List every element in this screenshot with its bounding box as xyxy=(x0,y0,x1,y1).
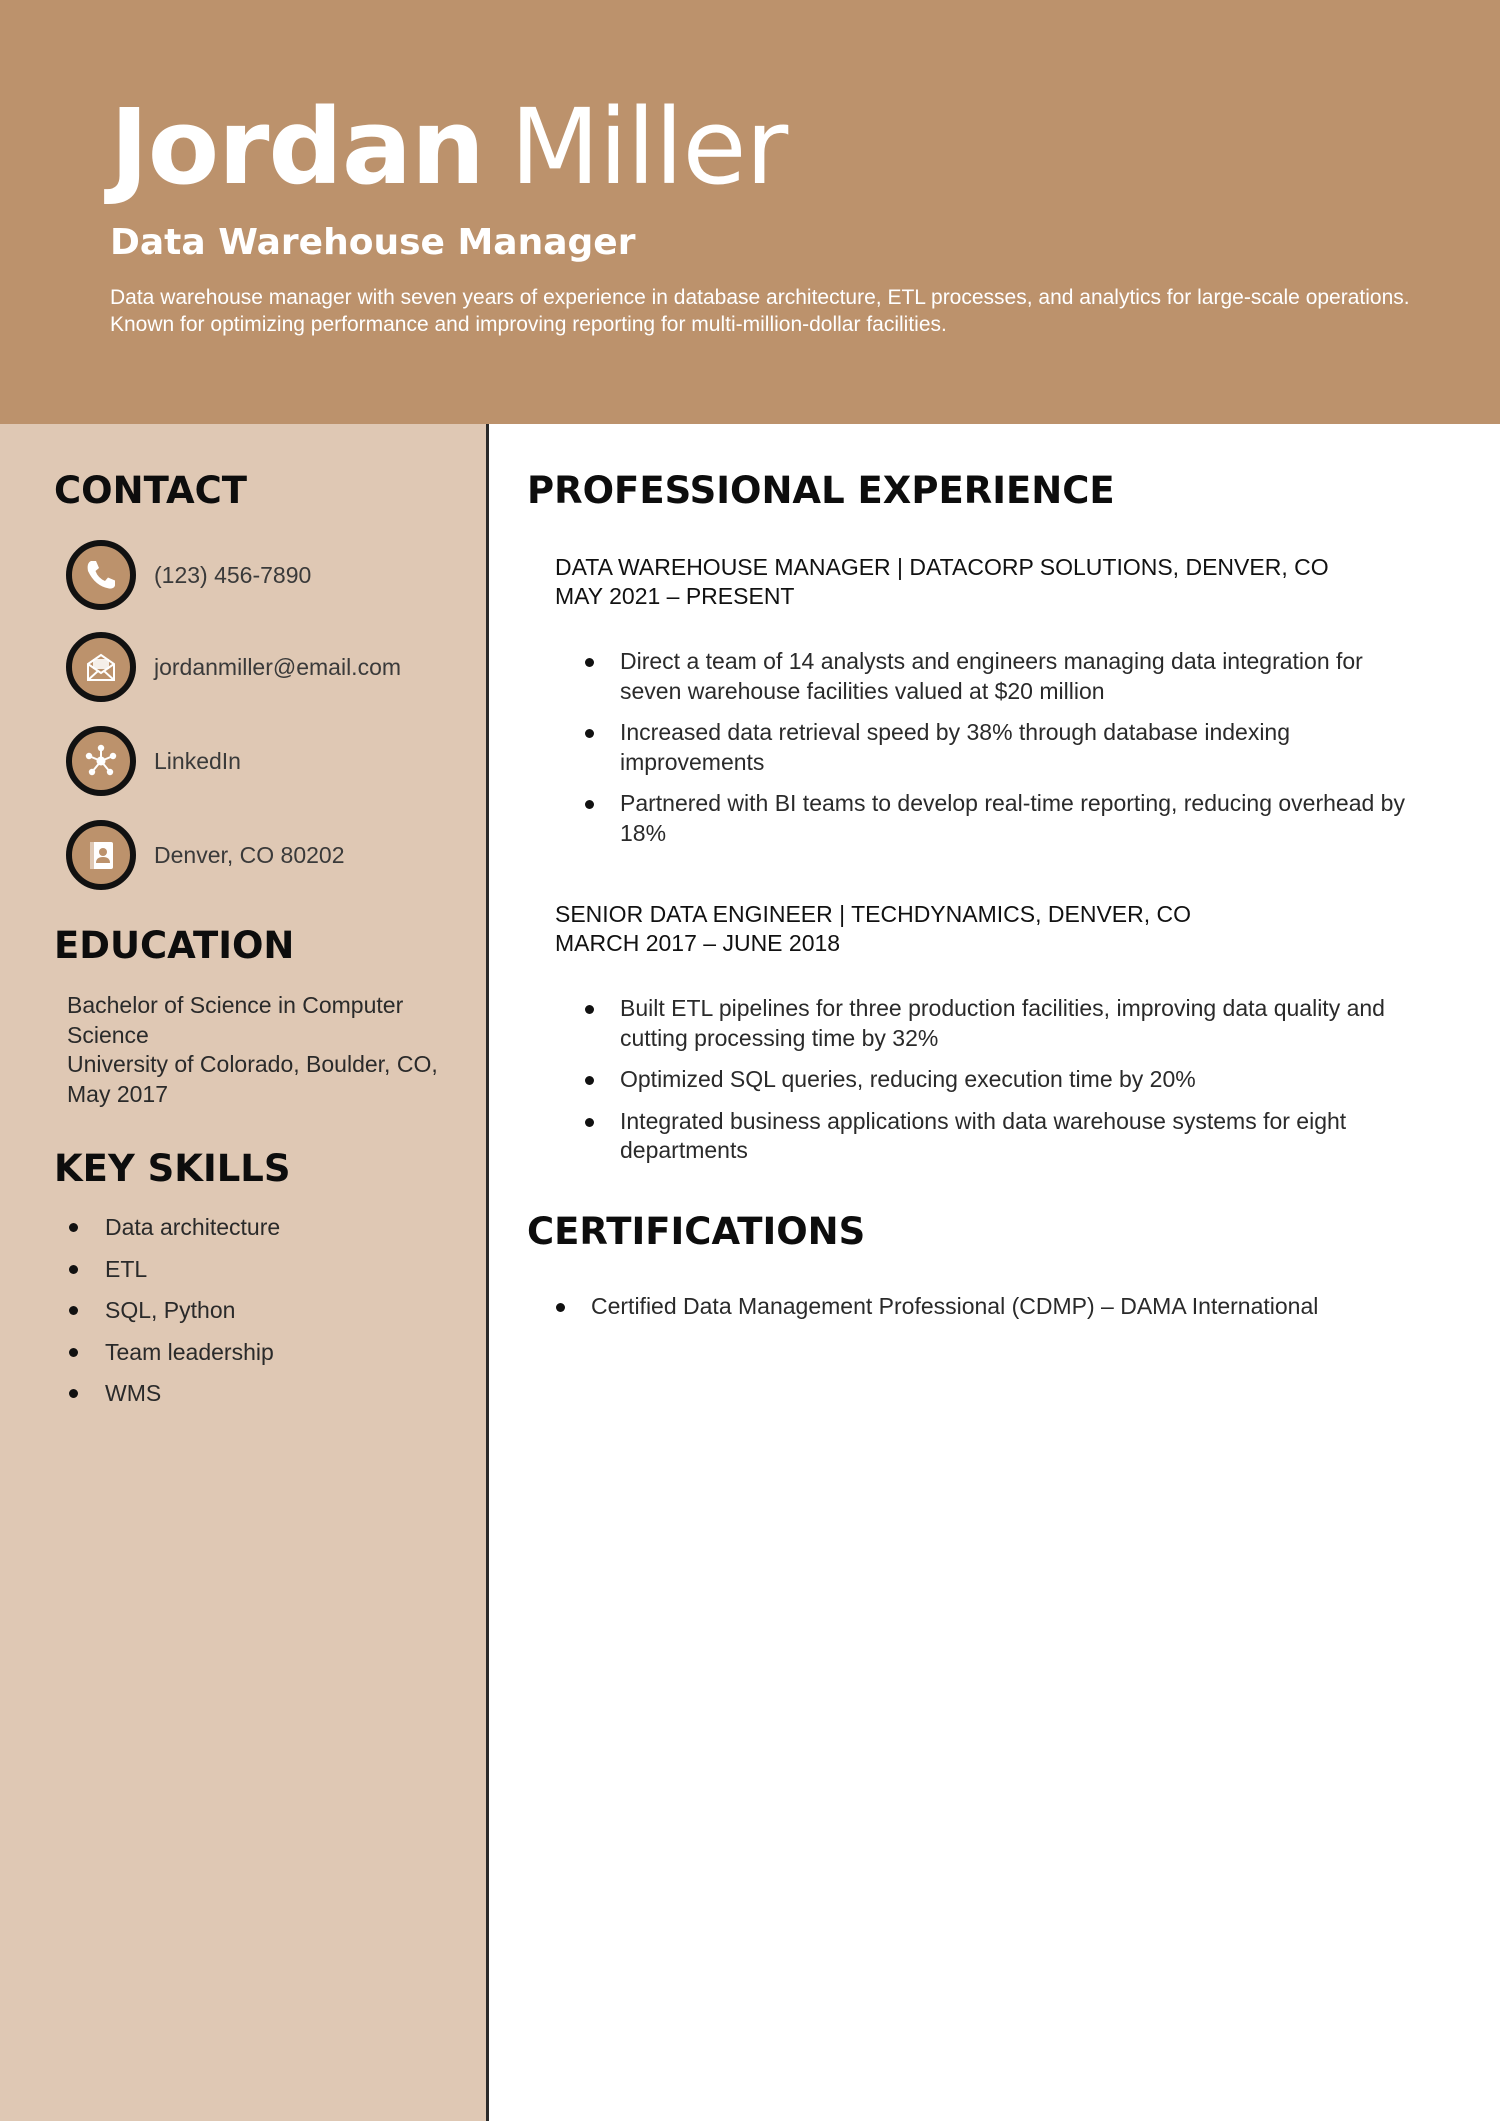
skill-item: ETL xyxy=(66,1254,280,1296)
education-entry xyxy=(67,991,447,1109)
skill-item: Team leadership xyxy=(66,1337,280,1379)
skill-item: Data architecture xyxy=(66,1212,280,1254)
header-banner xyxy=(0,0,1500,424)
education-heading: EDUCATION xyxy=(54,924,295,967)
job-1-title: DATA WAREHOUSE MANAGER | DATACORP SOLUTIONS, DENVER, CO xyxy=(555,554,1329,580)
skill-item: SQL, Python xyxy=(66,1295,280,1337)
list-item: Optimized SQL queries, reducing execution time by 20% xyxy=(585,1065,1415,1095)
job-1-header xyxy=(555,553,1455,611)
contact-heading: CONTACT xyxy=(54,469,247,512)
experience-heading: PROFESSIONAL EXPERIENCE xyxy=(527,469,1115,512)
location: Denver, CO 80202 xyxy=(154,842,345,868)
contact-phone[interactable] xyxy=(66,540,466,612)
network-icon xyxy=(66,726,136,796)
first-name: Jordan xyxy=(110,86,485,208)
phone-number: (123) 456-7890 xyxy=(154,562,312,588)
mail-icon xyxy=(66,632,136,702)
linkedin-link: LinkedIn xyxy=(154,748,241,774)
education-degree: Bachelor of Science in Computer Science xyxy=(67,992,404,1048)
contact-linkedin[interactable] xyxy=(66,726,466,798)
job-2-header xyxy=(555,900,1455,958)
contact-location[interactable] xyxy=(66,820,466,892)
certifications-list xyxy=(556,1292,1456,1334)
email-address: jordanmiller@email.com xyxy=(154,654,402,680)
job-2-bullets xyxy=(585,994,1415,1178)
list-item: Direct a team of 14 analysts and engineers managing data integration for seven warehouse facilities valued at $20 million xyxy=(585,647,1415,706)
skills-list xyxy=(66,1212,280,1420)
profile-summary: Data warehouse manager with seven years of experience in database architecture, ETL processes, and analytics for large-scale operations. Known for optimizing performance and improving reporting for multi-million-dollar facilities. xyxy=(110,286,1410,336)
job-title: Data Warehouse Manager xyxy=(110,222,636,263)
skill-item: WMS xyxy=(66,1378,280,1420)
list-item: Built ETL pipelines for three production facilities, improving data quality and cutting processing time by 32% xyxy=(585,994,1415,1053)
phone-icon xyxy=(66,540,136,610)
certifications-heading: CERTIFICATIONS xyxy=(527,1210,866,1253)
job-2-dates: MARCH 2017 – JUNE 2018 xyxy=(555,930,841,956)
address-book-icon xyxy=(66,820,136,890)
list-item: Increased data retrieval speed by 38% through database indexing improvements xyxy=(585,718,1415,777)
education-school: University of Colorado, Boulder, CO, May 2017 xyxy=(67,1051,438,1107)
job-2-title: SENIOR DATA ENGINEER | TECHDYNAMICS, DENVER, CO xyxy=(555,901,1192,927)
list-item: Partnered with BI teams to develop real-time reporting, reducing overhead by 18% xyxy=(585,789,1415,848)
list-item: Certified Data Management Professional (CDMP) – DAMA International xyxy=(556,1292,1456,1322)
list-item: Integrated business applications with data warehouse systems for eight departments xyxy=(585,1107,1415,1166)
job-1-bullets xyxy=(585,647,1415,860)
contact-email[interactable] xyxy=(66,632,466,704)
candidate-name xyxy=(110,82,787,212)
job-1-dates: MAY 2021 – PRESENT xyxy=(555,583,795,609)
skills-heading: KEY SKILLS xyxy=(54,1147,291,1190)
last-name: Miller xyxy=(510,86,788,208)
